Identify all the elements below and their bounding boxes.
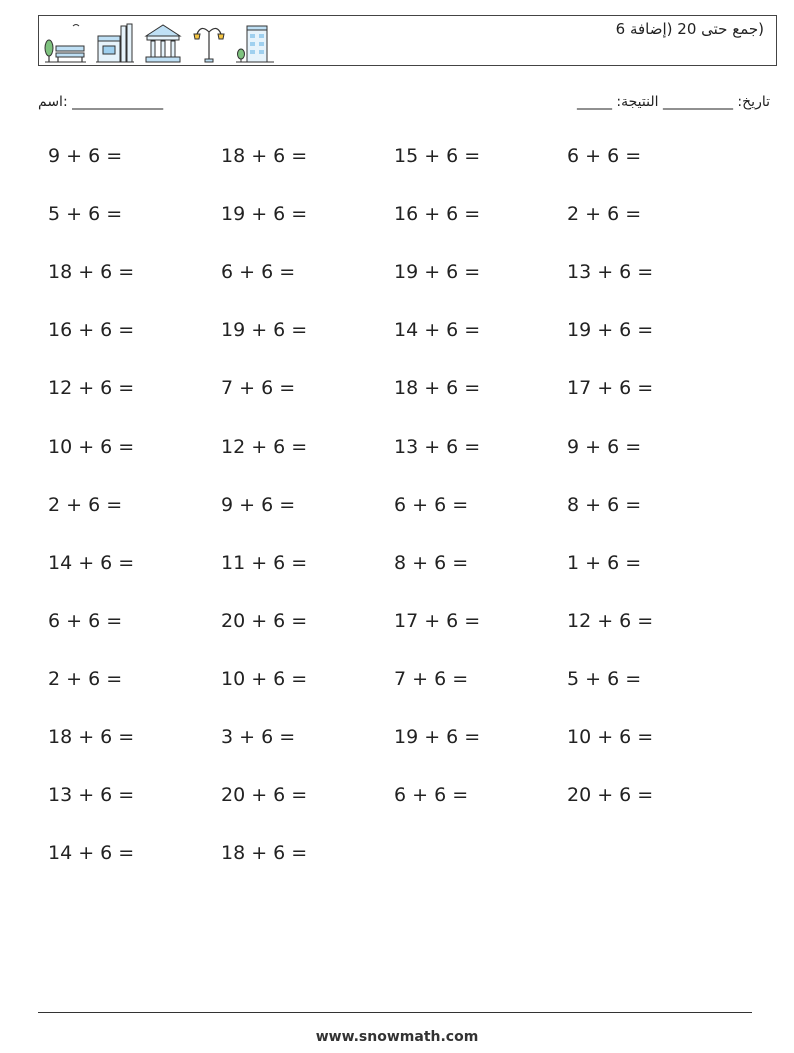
addition-problem: 8 + 6 = (394, 551, 469, 574)
addition-problem: 18 + 6 = (48, 261, 135, 284)
addition-problem: 18 + 6 = (394, 377, 481, 400)
problem-row (48, 842, 748, 872)
addition-problem: 2 + 6 = (48, 493, 123, 516)
addition-problem: 10 + 6 = (48, 435, 135, 458)
addition-problem: 19 + 6 = (221, 319, 308, 342)
addition-problem: 18 + 6 = (221, 145, 308, 167)
addition-problem: 14 + 6 = (48, 551, 135, 574)
date-score-label: _____ :تاريخ: __________ النتيجة (576, 94, 770, 110)
addition-problem: 12 + 6 = (567, 609, 654, 632)
school-building-icon (95, 22, 135, 64)
addition-problem: 15 + 6 = (394, 145, 481, 167)
addition-problem: 6 + 6 = (48, 609, 123, 632)
addition-problem: 10 + 6 = (567, 726, 654, 748)
addition-problem: 14 + 6 = (48, 842, 135, 865)
addition-problem: 17 + 6 = (567, 377, 654, 400)
addition-problem: 1 + 6 = (567, 551, 642, 574)
addition-problem: 2 + 6 = (48, 667, 123, 690)
addition-problem: 16 + 6 = (48, 319, 135, 342)
addition-problem: 13 + 6 = (48, 784, 135, 807)
name-field-label: اسم: _____________ (38, 94, 164, 110)
problem-row (48, 726, 748, 756)
addition-problem: 13 + 6 = (394, 435, 481, 458)
problem-row (48, 436, 748, 466)
street-lamp-icon (191, 22, 227, 64)
addition-problem: 13 + 6 = (567, 261, 654, 284)
problem-row (48, 203, 748, 233)
header-box (38, 15, 777, 66)
problem-row (48, 610, 748, 640)
addition-problem: 19 + 6 = (567, 319, 654, 342)
problem-row (48, 784, 748, 814)
addition-problem: 14 + 6 = (394, 319, 481, 342)
addition-problem: 12 + 6 = (48, 377, 135, 400)
addition-problem: 11 + 6 = (221, 551, 308, 574)
addition-problem: 8 + 6 = (567, 493, 642, 516)
addition-problem: 19 + 6 = (221, 203, 308, 226)
addition-problem: 9 + 6 = (48, 145, 123, 167)
bench-tree-icon (43, 22, 87, 64)
worksheet-title: (جمع حتى 20 (إضافة 6 (615, 20, 764, 38)
addition-problem: 7 + 6 = (394, 667, 469, 690)
addition-problem: 6 + 6 = (394, 784, 469, 807)
addition-problem: 17 + 6 = (394, 609, 481, 632)
addition-problem: 3 + 6 = (221, 726, 296, 748)
problem-row (48, 377, 748, 407)
addition-problem: 6 + 6 = (567, 145, 642, 167)
problem-row (48, 261, 748, 291)
addition-problem: 6 + 6 = (394, 493, 469, 516)
header-icons (43, 18, 275, 64)
museum-icon (143, 22, 183, 64)
addition-problem: 12 + 6 = (221, 435, 308, 458)
problem-row (48, 668, 748, 698)
addition-problem: 18 + 6 = (48, 726, 135, 748)
addition-problem: 5 + 6 = (48, 203, 123, 226)
problem-row (48, 552, 748, 582)
addition-problem: 10 + 6 = (221, 667, 308, 690)
addition-problem: 2 + 6 = (567, 203, 642, 226)
addition-problem: 19 + 6 = (394, 261, 481, 284)
problem-row (48, 494, 748, 524)
addition-problem: 19 + 6 = (394, 726, 481, 748)
footer-divider (38, 1012, 752, 1013)
addition-problem: 6 + 6 = (221, 261, 296, 284)
office-tower-icon (235, 22, 275, 64)
problem-row (48, 145, 748, 175)
problem-row (48, 319, 748, 349)
addition-problem: 20 + 6 = (221, 784, 308, 807)
addition-problem: 5 + 6 = (567, 667, 642, 690)
addition-problem: 9 + 6 = (567, 435, 642, 458)
addition-problem: 9 + 6 = (221, 493, 296, 516)
addition-problem: 7 + 6 = (221, 377, 296, 400)
addition-problem: 16 + 6 = (394, 203, 481, 226)
addition-problem: 20 + 6 = (221, 609, 308, 632)
footer-url: www.snowmath.com (315, 1029, 479, 1045)
addition-problem: 20 + 6 = (567, 784, 654, 807)
addition-problem: 18 + 6 = (221, 842, 308, 865)
